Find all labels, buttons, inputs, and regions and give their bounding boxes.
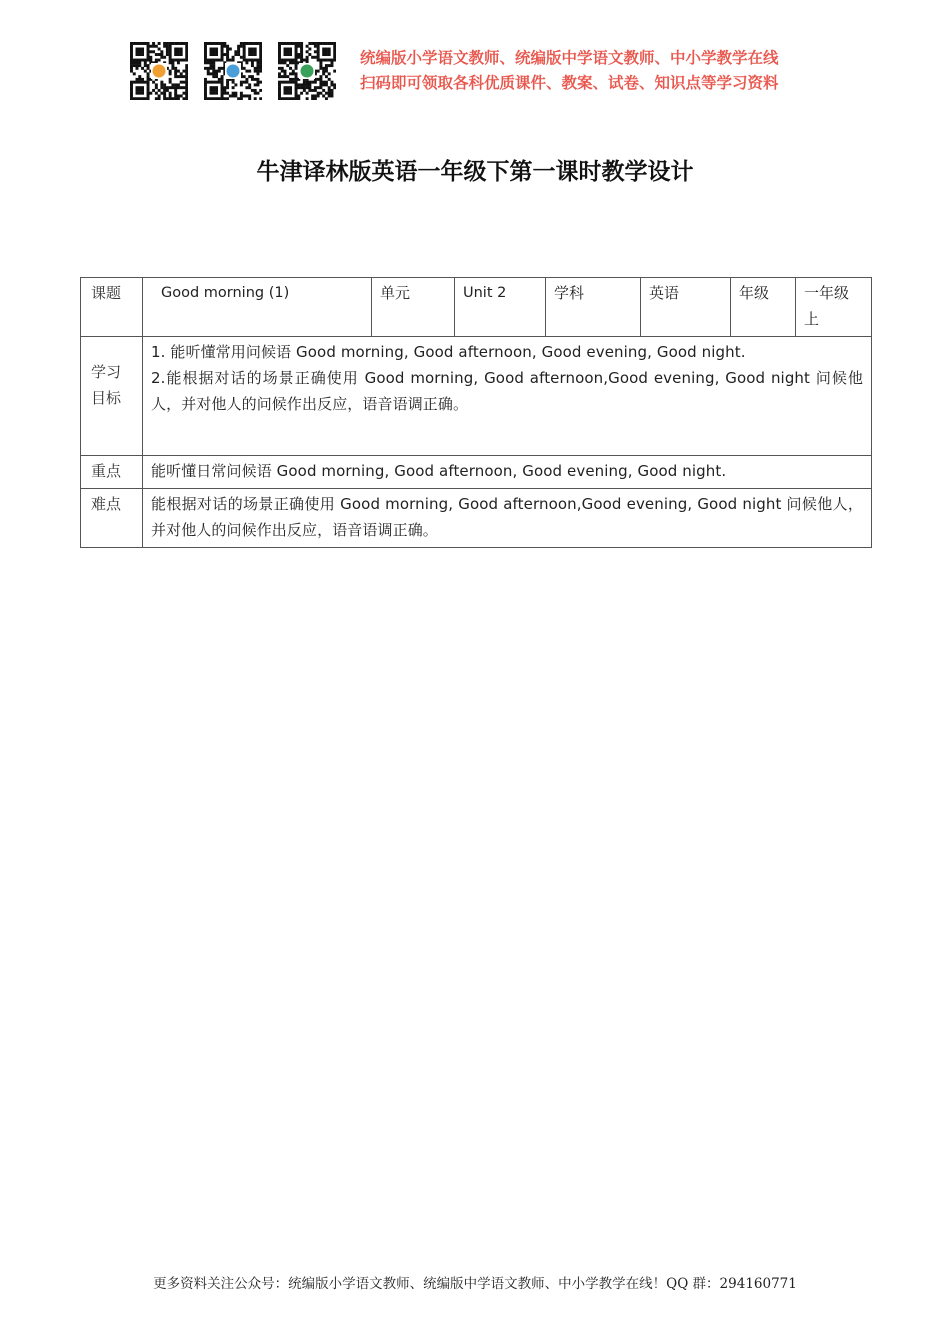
qr-code-1[interactable] xyxy=(130,42,188,100)
banner-line-2: 扫码即可领取各科优质课件、教案、试卷、知识点等学习资料 xyxy=(360,74,779,92)
table-row-goals xyxy=(81,337,872,456)
topic-value: Good morning (1) xyxy=(143,278,372,337)
document-title: 牛津译林版英语一年级下第一课时教学设计 xyxy=(256,159,694,185)
goals-label: 学习目标 xyxy=(81,337,143,456)
difficulties-content xyxy=(143,489,872,548)
qr-pattern xyxy=(204,42,262,100)
key-points-text: 能听懂日常问候语 Good morning, Good afternoon, Good evening, Good night. xyxy=(151,462,727,480)
qr-code-2[interactable] xyxy=(204,42,262,100)
qr-code-3[interactable] xyxy=(278,42,336,100)
subject-value: 英语 xyxy=(641,278,731,337)
key-points-content xyxy=(143,456,872,489)
header-banner xyxy=(130,40,830,104)
key-points-label: 重点 xyxy=(81,456,143,489)
unit-label: 单元 xyxy=(372,278,455,337)
topic-label: 课题 xyxy=(81,278,143,337)
goals-content xyxy=(143,337,872,456)
qr-logo-badge xyxy=(227,65,240,78)
banner-line-1: 统编版小学语文教师、统编版中学语文教师、中小学教学在线 xyxy=(360,49,779,67)
banner-text xyxy=(360,46,830,96)
table-row-key-points xyxy=(81,456,872,489)
qr-logo-badge xyxy=(301,65,314,78)
table-row-header xyxy=(81,278,872,337)
lesson-plan-table xyxy=(80,277,872,548)
qr-logo-badge xyxy=(153,65,166,78)
grade-label: 年级 xyxy=(731,278,796,337)
unit-value: Unit 2 xyxy=(455,278,546,337)
qr-pattern xyxy=(278,42,336,100)
goal-item-2: 2.能根据对话的场景正确使用 Good morning, Good afternoon,Good evening, Good night 问候他人，并对他人的问候作出反应，语音语调正确。 xyxy=(151,369,863,413)
grade-value: 一年级上 xyxy=(796,278,872,337)
difficulties-text: 能根据对话的场景正确使用 Good morning, Good afternoon,Good evening, Good night 问候他人，并对他人的问候作出反应，语音语调正确。 xyxy=(151,495,863,539)
subject-label: 学科 xyxy=(546,278,641,337)
goal-item-1: 1. 能听懂常用问候语 Good morning, Good afternoon, Good evening, Good night. xyxy=(151,343,746,361)
qr-pattern xyxy=(130,42,188,100)
table-row-difficulties xyxy=(81,489,872,548)
difficulties-label: 难点 xyxy=(81,489,143,548)
footer-note: 更多资料关注公众号：统编版小学语文教师、统编版中学语文教师、中小学教学在线！QQ 群：294160771 xyxy=(153,1276,797,1292)
